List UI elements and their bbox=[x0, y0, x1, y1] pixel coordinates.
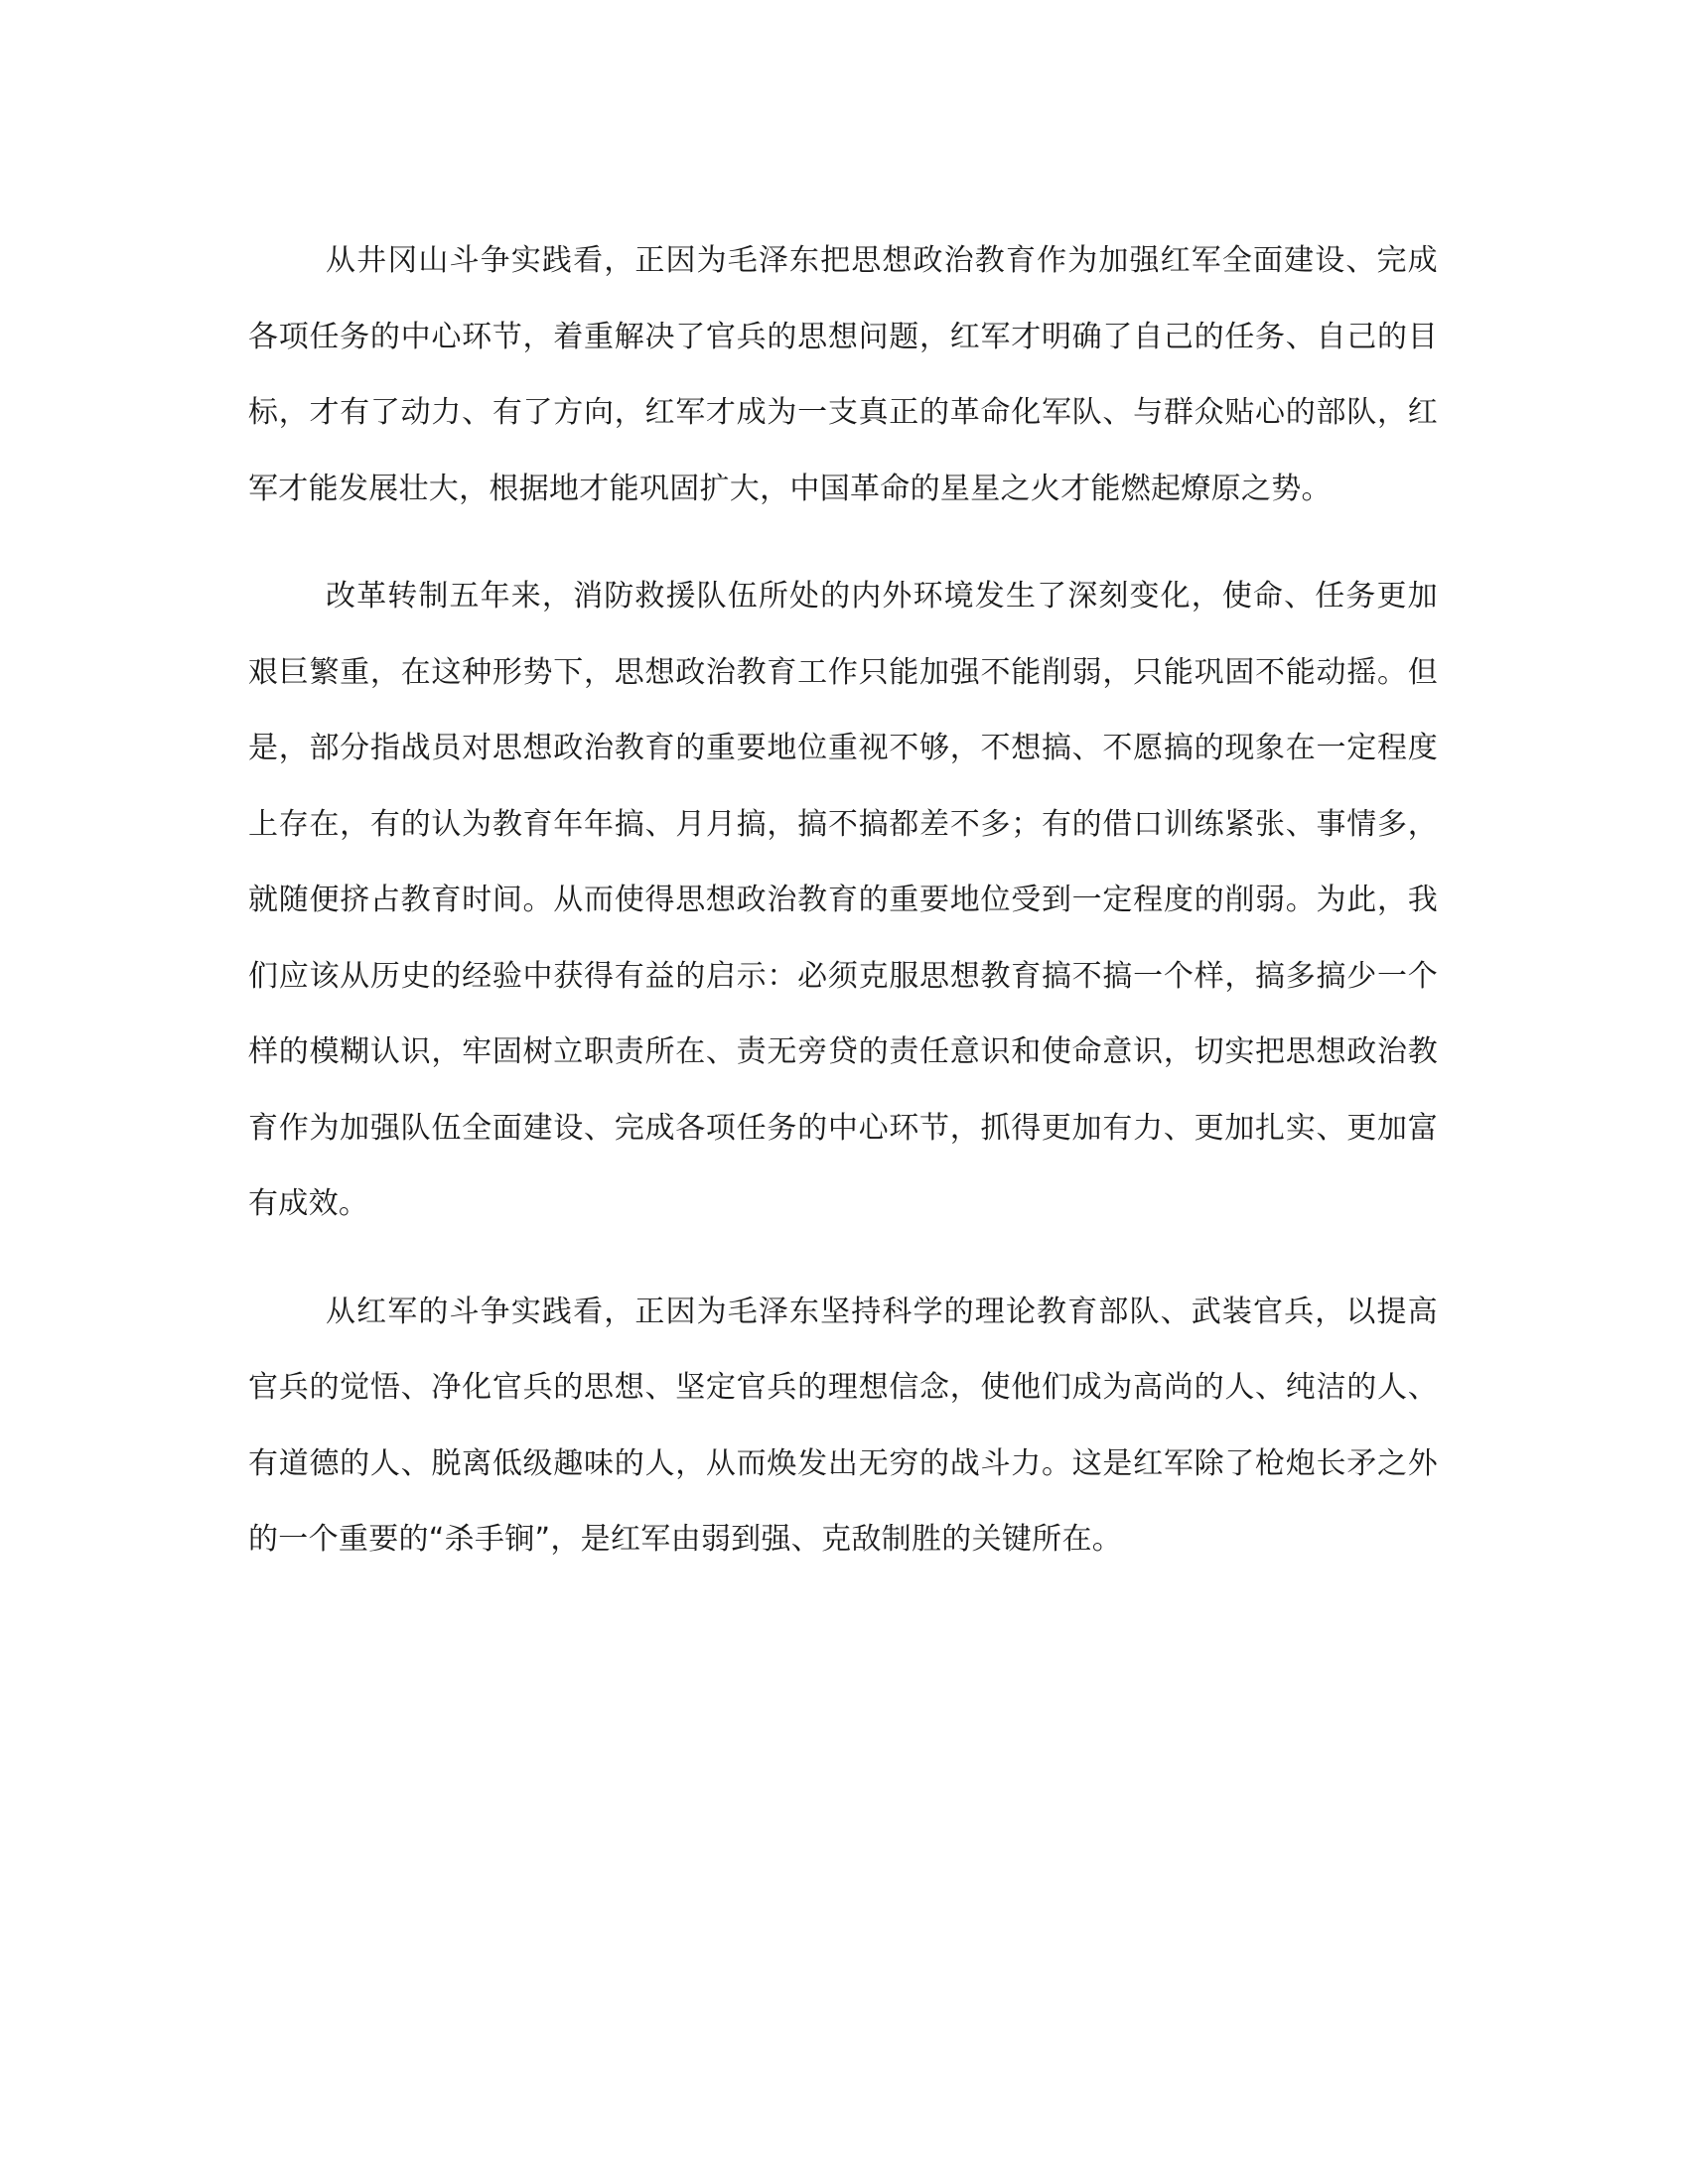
document-body bbox=[248, 223, 1438, 1610]
paragraph-red-army: 从红军的斗争实践看，正因为毛泽东坚持科学的理论教育部队、武装官兵，以提高官兵的觉悟、净化官兵的思想、坚定官兵的理想信念，使他们成为高尚的人、纯洁的人、有道德的人、脱离低级趣味的人，从而焕发出无穷的战斗力。这是红军除了枪炮长矛之外的一个重要的“杀手锏”，是红军由弱到强、克敌制胜的关键所在。 bbox=[248, 1294, 1438, 1557]
paragraph-jinggangshan: 从井冈山斗争实践看，正因为毛泽东把思想政治教育作为加强红军全面建设、完成各项任务的中心环节，着重解决了官兵的思想问题，红军才明确了自己的任务、自己的目标，才有了动力、有了方向，红军才成为一支真正的革命化军队、与群众贴心的部队，红军才能发展壮大，根据地才能巩固扩大，中国革命的星星之火才能燃起燎原之势。 bbox=[248, 243, 1438, 506]
paragraph-reform: 改革转制五年来，消防救援队伍所处的内外环境发生了深刻变化，使命、任务更加艰巨繁重，在这种形势下，思想政治教育工作只能加强不能削弱，只能巩固不能动摇。但是，部分指战员对思想政治教育的重要地位重视不够，不想搞、不愿搞的现象在一定程度上存在，有的认为教育年年搞、月月搞，搞不搞都差不多；有的借口训练紧张、事情多，就随便挤占教育时间。从而使得思想政治教育的重要地位受到一定程度的削弱。为此，我们应该从历史的经验中获得有益的启示：必须克服思想教育搞不搞一个样，搞多搞少一个样的模糊认识，牢固树立职责所在、责无旁贷的责任意识和使命意识，切实把思想政治教育作为加强队伍全面建设、完成各项任务的中心环节，抓得更加有力、更加扎实、更加富有成效。 bbox=[248, 579, 1438, 1221]
